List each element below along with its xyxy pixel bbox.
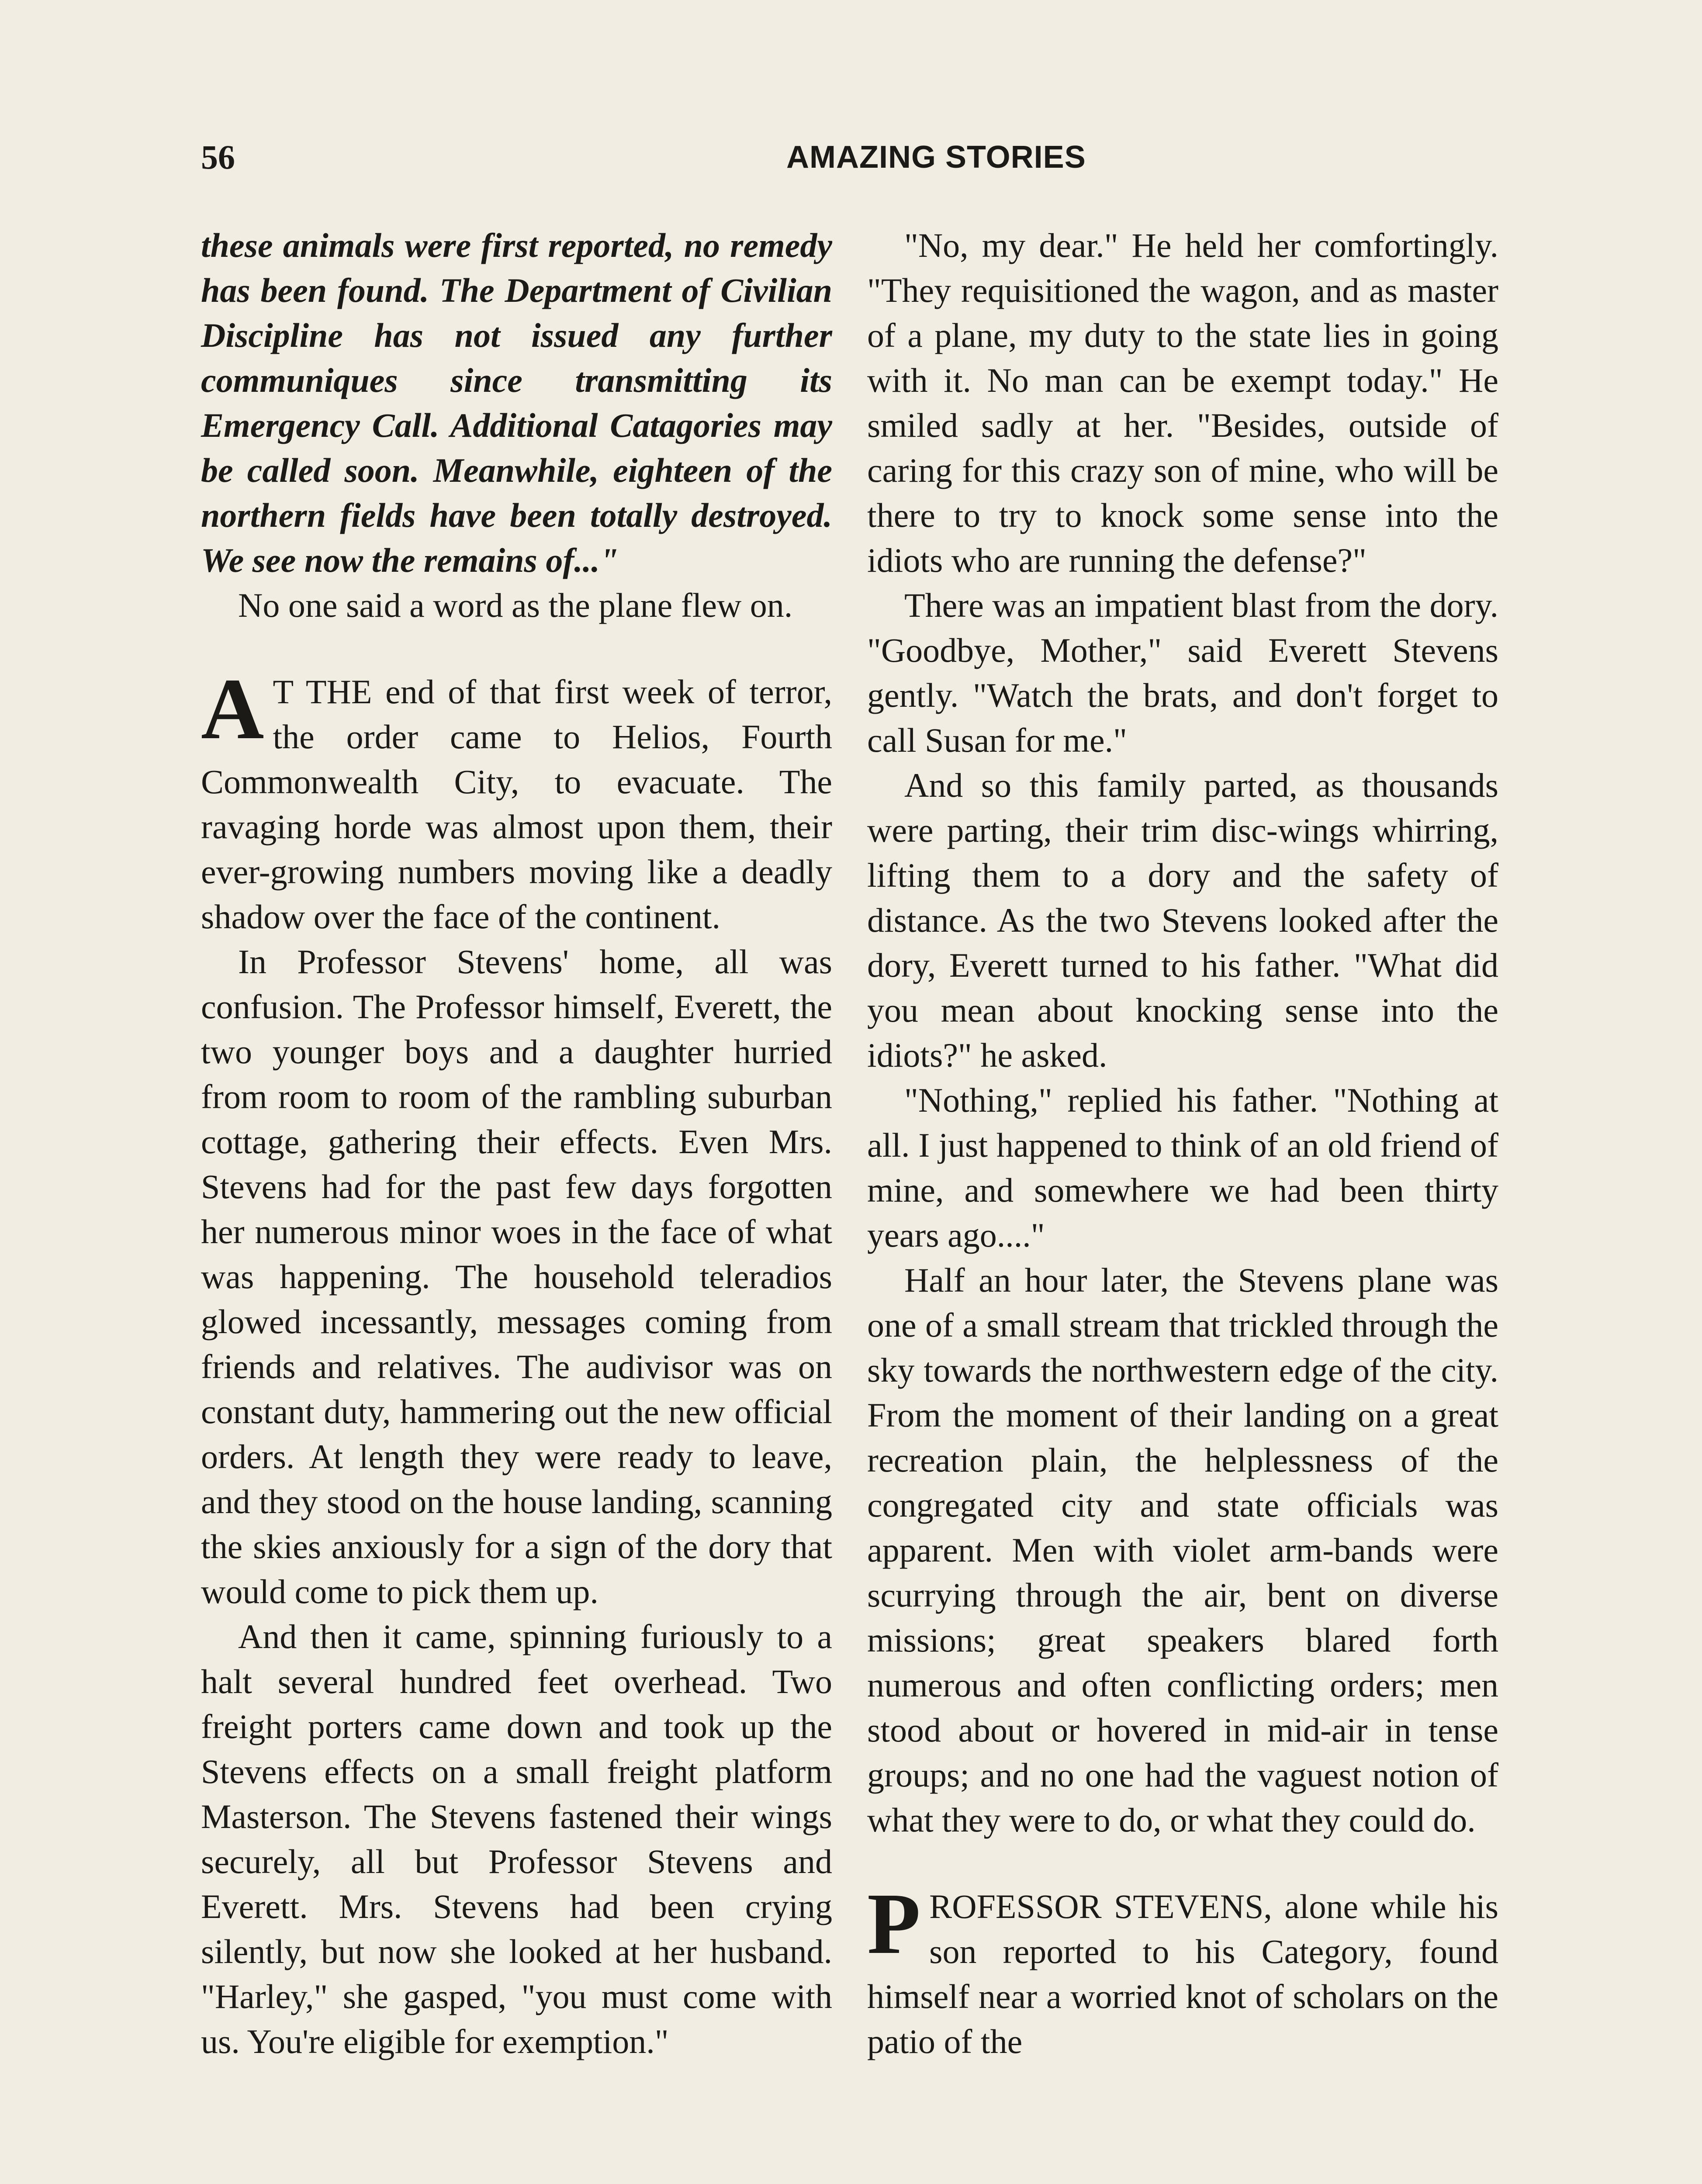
paragraph: Half an hour later, the Stevens plane was one of a small stream that trickled through the sky towards the northwestern edge of the city. From the moment of their landing on a great recreation plain, the helplessness of the congregated city and state officials was apparent. Men with violet arm-bands were scurrying through the air, bent on diverse missions; great speakers blared forth numerous and often conflicting orders; men stood about or hovered in mid-air in tense groups; and no one had the vaguest notion of what they were to do, or what they could do. xyxy=(867,1261,1498,1839)
page-header xyxy=(201,138,1496,186)
section-lead-in: ROFESSOR STEVENS, xyxy=(929,1887,1272,1925)
paragraph: "No, my dear." He held her comfortingly. "They requisitioned the wagon, and as master of a plane, my duty to the state lies in going with it. No man can be exempt today." He smiled sadly at her. "Besides, outside of caring for this crazy son of mine, who will be there to try to knock some sense into the idiots who are running the defense?" xyxy=(867,226,1498,579)
paragraph: No one said a word as the plane flew on. xyxy=(238,586,793,624)
section-lead-in: T THE xyxy=(273,673,372,711)
paragraph: "Nothing," replied his father. "Nothing at all. I just happened to think of an old friend of mine, and somewhere we had been thirty years ago...." xyxy=(867,1081,1498,1254)
section-opening-paragraph xyxy=(867,1876,1498,2064)
paragraph: And so this family parted, as thousands were parting, their trim disc-wings whirring, lifting them to a dory and the safety of distance. As the two Stevens looked after the dory, Everett turned to his father. "What did you mean about knocking sense into the idiots?" he asked. xyxy=(867,766,1498,1074)
paragraph: There was an impatient blast from the dory. "Goodbye, Mother," said Everett Stevens gently. "Watch the brats, and don't forget to call Susan for me." xyxy=(867,586,1498,759)
drop-cap: A xyxy=(201,661,264,757)
section-text: end of that first week of terror, the order came to Helios, Fourth Commonwealth City, to evacuate. The ravaging horde was almost upon them, their ever-growing numbers moving like a deadly shadow over the face of the continent. xyxy=(201,673,832,936)
right-column xyxy=(867,223,1498,2064)
paragraph: And then it came, spinning furiously to a halt several hundred feet overhead. Two freight porters came down and took up the Stevens effects on a small freight platform Masterson. The Stevens fastened their wings securely, all but Professor Stevens and Everett. Mrs. Stevens had been crying silently, but now she looked at her husband. "Harley," she gasped, "you must come with us. You're eligible for exemption." xyxy=(201,1617,832,2060)
italic-broadcast-paragraph: these animals were first reported, no remedy has been found. The Department of Civilian Discipline has not issued any further communiques since transmitting its Emergency Call. Additional Catagories may be called soon. Meanwhile, eighteen of the northern fields have been totally destroyed. We see now the remains of..." xyxy=(201,226,832,579)
drop-cap: P xyxy=(867,1876,921,1972)
section-text: alone while his son reported to his Category, found himself near a worried knot of scholars on the patio of the xyxy=(867,1887,1498,2060)
page-number: 56 xyxy=(201,138,235,176)
paragraph: In Professor Stevens' home, all was confusion. The Professor himself, Everett, the two younger boys and a daughter hurried from room to room of the rambling suburban cottage, gathering their effects. Even Mrs. Stevens had for the past few days forgotten her numerous minor woes in the face of what was happening. The household teleradios glowed incessantly, messages coming from friends and relatives. The audivisor was on constant duty, hammering out the new official orders. At length they were ready to leave, and they stood on the house landing, scanning the skies anxiously for a sign of the dory that would come to pick them up. xyxy=(201,943,832,1610)
running-head: AMAZING STORIES xyxy=(786,140,1086,175)
section-opening-paragraph xyxy=(201,661,832,939)
left-column xyxy=(201,223,832,2064)
